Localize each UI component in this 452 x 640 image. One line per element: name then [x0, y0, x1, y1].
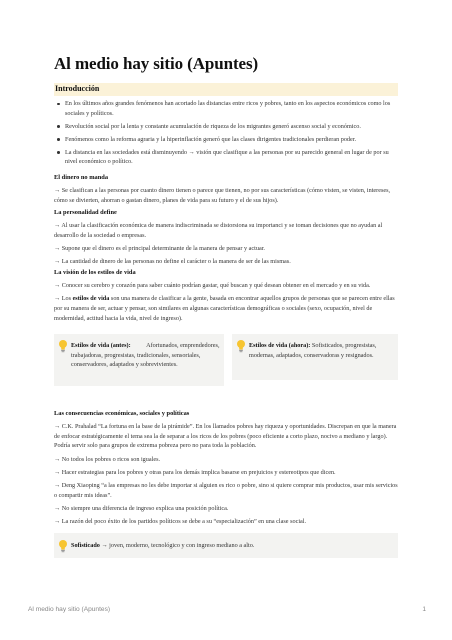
paragraph: → Conocer su cerebro y corazón para saber cuánto podrían gastar, qué buscan y qué desean obtener en el mercado y en su vida.	[54, 282, 371, 289]
lightbulb-icon	[58, 539, 68, 553]
list-item: La distancia en las sociedades está disminuyendo → visión que clasifique a las personas por su parecido general en lugar de por su nivel económico o político.	[65, 148, 398, 167]
personalidad-list	[54, 221, 398, 270]
text-run: son una manera de clasificar a la gente, basada en encontrar aquellos grupos de personas que se parecen entre ellas por su manera de ser, actuar y pensar, son similares en algunas características demográficas o sociales (sexo, ocupación, nivel de modernidad, actitud hacia la vida, nivel de ingreso).	[54, 295, 395, 322]
paragraph: → C.K. Prahalad “La fortuna en la base de la pirámide”. En los llamados pobres hay riqueza y oportunidades. Discrepan en que la manera de enfocar estratégicamente el tema sea la de separar a los ricos de los pobres (poco eficiente a corto plazo, nocivo a mediano y largo). Podría servir solo para grupos de extrema pobreza pero no para toda la población.	[54, 423, 397, 450]
dinero-paragraph	[54, 186, 398, 209]
callout-label: Estilos de vida (ahora):	[249, 342, 311, 349]
callout-body: Sofisticados, progresistas, modernas, adaptados, conservadoras y resignados.	[249, 342, 377, 359]
intro-bullet-list	[54, 99, 398, 170]
callout-text	[71, 541, 391, 551]
paragraph: → Se clasifican a las personas por cuanto dinero tienen o parece que tienen, no por sus características (cómo visten, se visten, intereses, cómo se divierten, ahorran o gastan dinero, planes de vida para su futuro y el de sus hijos).	[54, 187, 391, 204]
text-run: → Los	[54, 295, 73, 303]
section-heading-consecuencias: Las consecuencias económicas, sociales y políticas	[54, 410, 190, 417]
intro-heading-bar	[54, 83, 398, 96]
callout-label: Sofisticado	[71, 542, 100, 549]
section-heading-dinero: El dinero no manda	[54, 174, 109, 181]
list-item: En los últimos años grandes fenómenos han acortado las distancias entre ricos y pobres, tanto en los aspectos económicos como los sociales y políticos.	[65, 99, 398, 118]
paragraph: → La razón del poco éxito de los partidos políticos se debe a su “especialización” en una clase social.	[54, 518, 307, 526]
paragraph: → Supone que el dinero es el principal determinante de la manera de pensar y actuar.	[54, 244, 265, 252]
callout-box-ahora	[232, 334, 398, 380]
list-item: Fenómenos como la reforma agraria y la hiperinflación generó que las clases dirigentes tradicionales perdieran poder.	[65, 135, 398, 145]
section-heading-personalidad: La personalidad define	[54, 209, 117, 216]
lightbulb-icon	[58, 339, 68, 353]
callout-box-sofisticado	[54, 533, 398, 558]
paragraph: → La cantidad de dinero de las personas no define el carácter o la manera de ser de las mismas.	[54, 258, 291, 266]
callout-body: → joven, moderno, tecnológico y con ingreso mediano a alto.	[99, 542, 255, 549]
lightbulb-icon	[236, 339, 246, 353]
list-item: Revolución social por la lenta y constante acumulación de riqueza de los migrantes generó ascenso social y económico.	[65, 122, 398, 132]
intro-heading: Introducción	[55, 84, 100, 93]
paragraph: → No siempre una diferencia de ingreso explica una posición política.	[54, 504, 229, 512]
callout-box-antes	[54, 334, 224, 386]
consecuencias-list	[54, 422, 398, 530]
footer-title: Al medio hay sitio (Apuntes)	[28, 606, 111, 613]
paragraph: → Hacer estrategias para los pobres y otras para los demás implica basarse en prejuicios y estereotipos que dicen.	[54, 468, 336, 476]
callout-text	[71, 341, 221, 370]
paragraph: → Al usar la clasificación económica de manera indiscriminada se distorsiona su importanci y se toman decisiones que no ayudan al desarrollo de la sociedad o empresas.	[54, 222, 383, 239]
page-number: 1	[422, 606, 426, 613]
paragraph: → No todos los pobres o ricos son iguales.	[54, 455, 161, 463]
callout-text	[249, 341, 395, 360]
callout-label: Estilos de vida (antes):	[71, 342, 131, 349]
callout-body: Afortunados, emprendedores, trabajadoras, progresistas, tradicionales, sensoriales, conservadores, adaptados y sobrevivientes.	[71, 342, 220, 369]
vision-list	[54, 281, 398, 327]
section-heading-vision: La visión de los estilos de vida	[54, 269, 136, 276]
page-title: Al medio hay sitio (Apuntes)	[54, 54, 259, 73]
bold-term: estilos de vida	[72, 295, 110, 303]
paragraph: → Deng Xiaoping “a las empresas no les debe importar si alguien es rico o pobre, sino si quiere comprar mis productos, usar mis servicios o compartir mis ideas”.	[54, 482, 398, 499]
paragraph	[54, 294, 398, 323]
